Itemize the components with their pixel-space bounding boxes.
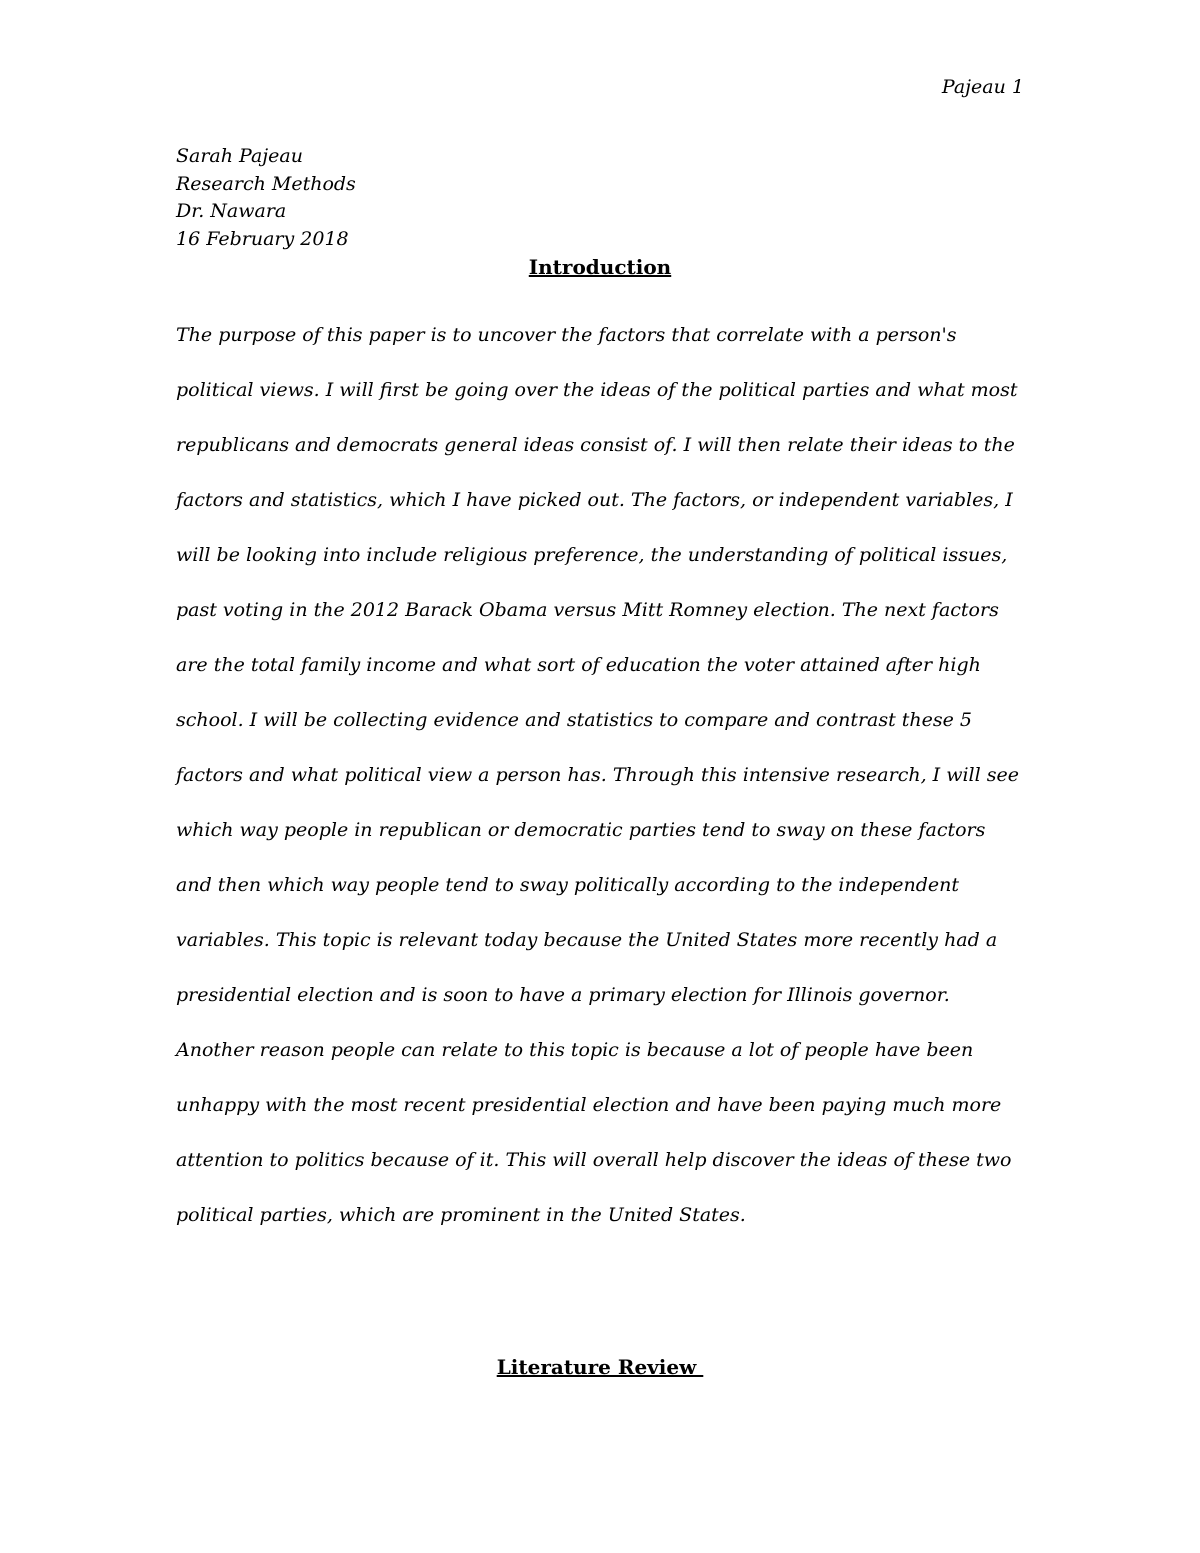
mla-heading	[176, 143, 356, 253]
submission-date: 16 February 2018	[176, 227, 349, 250]
paragraph-line: school. I will be collecting evidence and statistics to compare and contrast these 5	[176, 709, 973, 731]
course-name: Research Methods	[176, 172, 356, 195]
paragraph-line: presidential election and is soon to have a primary election for Illinois governor.	[176, 984, 950, 1006]
paragraph-line: and then which way people tend to sway politically according to the independent	[176, 874, 960, 896]
paragraph-line: political views. I will first be going over the ideas of the political parties and what most	[176, 379, 1018, 401]
paragraph-line: unhappy with the most recent presidential election and have been paying much more	[176, 1094, 1002, 1116]
paragraph-line: variables. This topic is relevant today because the United States more recently had a	[176, 929, 998, 951]
paragraph-line: factors and what political view a person has. Through this intensive research, I will see	[176, 764, 1019, 786]
paragraph-line: which way people in republican or democratic parties tend to sway on these factors	[176, 819, 986, 841]
paragraph-line: are the total family income and what sort of education the voter attained after high	[176, 654, 981, 676]
introduction-heading: Introduction	[528, 255, 672, 279]
paragraph-line: attention to politics because of it. This will overall help discover the ideas of these two	[176, 1149, 1012, 1171]
paragraph-line: The purpose of this paper is to uncover the factors that correlate with a person's	[176, 324, 957, 346]
paragraph-line: factors and statistics, which I have picked out. The factors, or independent variables, I	[176, 489, 1013, 511]
paragraph-line: republicans and democrats general ideas consist of. I will then relate their ideas to the	[176, 434, 1015, 456]
author-name: Sarah Pajeau	[176, 145, 303, 167]
paragraph-line: past voting in the 2012 Barack Obama versus Mitt Romney election. The next factors	[176, 599, 999, 621]
paragraph-line: Another reason people can relate to this topic is because a lot of people have been	[176, 1039, 974, 1061]
running-header: Pajeau 1	[941, 76, 1024, 98]
literature-review-heading: Literature Review	[496, 1355, 704, 1379]
instructor-name: Dr. Nawara	[176, 200, 287, 222]
paragraph-line: political parties, which are prominent in the United States.	[176, 1204, 746, 1226]
paragraph-line: will be looking into include religious preference, the understanding of political issues,	[176, 544, 1008, 566]
introduction-paragraph	[176, 308, 1036, 1243]
